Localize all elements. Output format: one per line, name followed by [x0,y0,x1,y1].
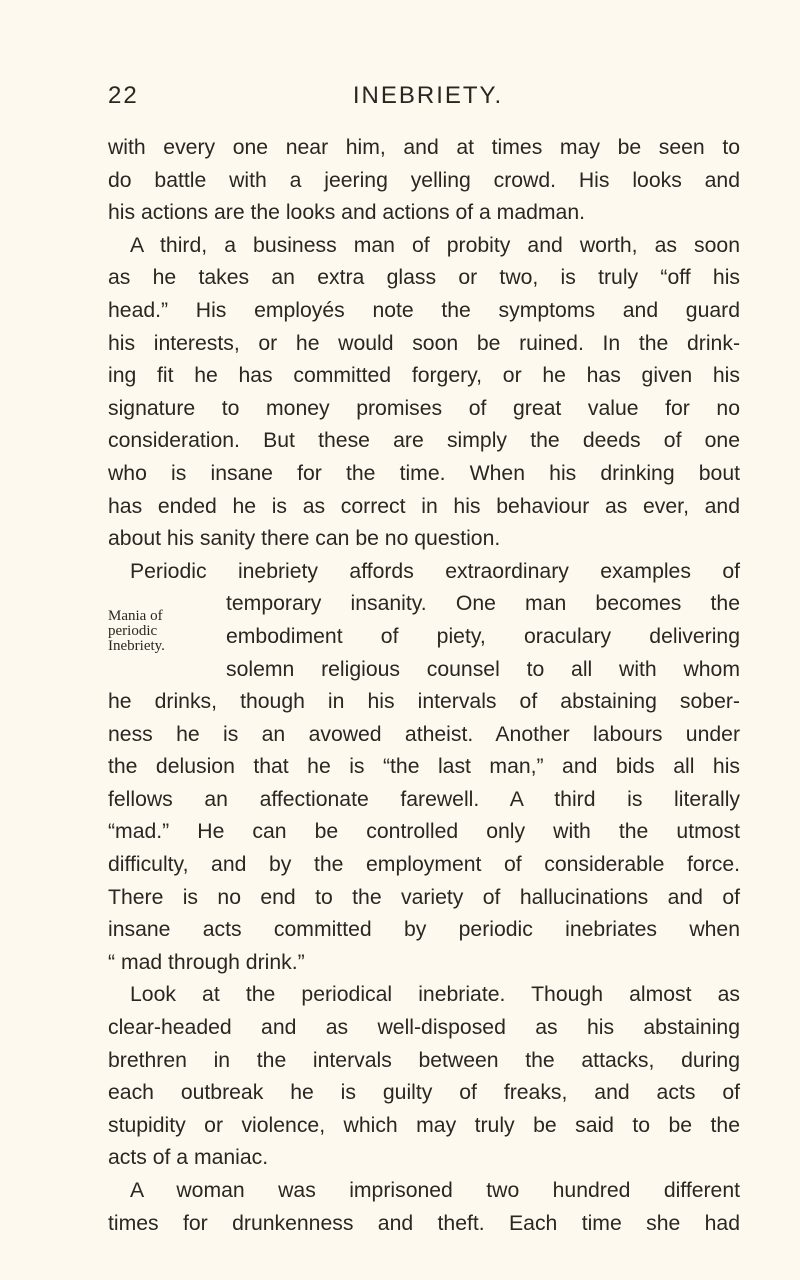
running-title: INEBRIETY. [352,82,504,109]
text-line: A woman was imprisoned two hundred different [130,1179,740,1202]
marginal-note-line: Mania of [108,608,163,625]
text-line: has ended he is as correct in his behaviour as ever, and [108,494,740,518]
text-line: embodiment of piety, oraculary delivering [226,624,740,648]
text-line: each outbreak he is guilty of freaks, and acts of [108,1081,740,1105]
text-line: Look at the periodical inebriate. Though almost as [130,983,740,1007]
text-line: his actions are the looks and actions of a madman. [108,201,585,225]
text-line: There is no end to the variety of hallucinations and of [108,885,740,909]
text-line: consideration. But these are simply the deeds of one [108,429,740,453]
text-line: stupidity or violence, which may truly be said to be the [108,1113,740,1137]
body-text [108,132,740,1240]
text-line: with every one near him, and at times may be seen to [108,136,740,159]
text-line: as he takes an extra glass or two, is truly “off his [108,266,740,290]
text-line: A third, a business man of probity and worth, as soon [130,233,740,257]
text-line: “mad.” He can be controlled only with the utmost [108,820,740,844]
marginal-text [226,588,740,686]
text-line: do battle with a jeering yelling crowd. His looks and [108,168,740,192]
text-line: signature to money promises of great value for no [108,396,740,420]
page-number: 22 [108,82,139,109]
running-head [108,82,740,114]
text-line: his interests, or he would soon be ruined. In the drink- [108,331,740,355]
text-line: Periodic inebriety affords extraordinary examples of [130,559,740,583]
text-line: “ mad through drink.” [108,950,305,974]
text-line: who is insane for the time. When his drinking bout [108,461,740,485]
text-line: the delusion that he is “the last man,” and bids all his [108,755,740,779]
text-line: difficulty, and by the employment of considerable force. [108,853,740,877]
text-line: solemn religious counsel to all with whom [226,657,740,681]
marginal-block [108,588,740,686]
marginal-note-line: periodic [108,623,158,640]
text-line: clear-headed and as well-disposed as his abstaining [108,1016,740,1040]
text-line: times for drunkenness and theft. Each time she had [108,1211,740,1235]
text-line: fellows an affectionate farewell. A third is literally [108,787,740,811]
text-line: acts of a maniac. [108,1146,269,1170]
text-line: temporary insanity. One man becomes the [226,592,740,616]
text-line: he drinks, though in his intervals of abstaining sober- [108,690,740,714]
text-line: head.” His employés note the symptoms and guard [108,298,740,322]
text-line: insane acts committed by periodic inebriates when [108,918,740,942]
text-line: about his sanity there can be no question. [108,527,501,551]
text-line: ness he is an avowed atheist. Another labours under [108,722,740,746]
marginal-note [108,588,226,654]
text-line: brethren in the intervals between the attacks, during [108,1048,740,1072]
marginal-note-line: Inebriety. [108,638,165,655]
text-line: ing fit he has committed forgery, or he has given his [108,364,740,388]
